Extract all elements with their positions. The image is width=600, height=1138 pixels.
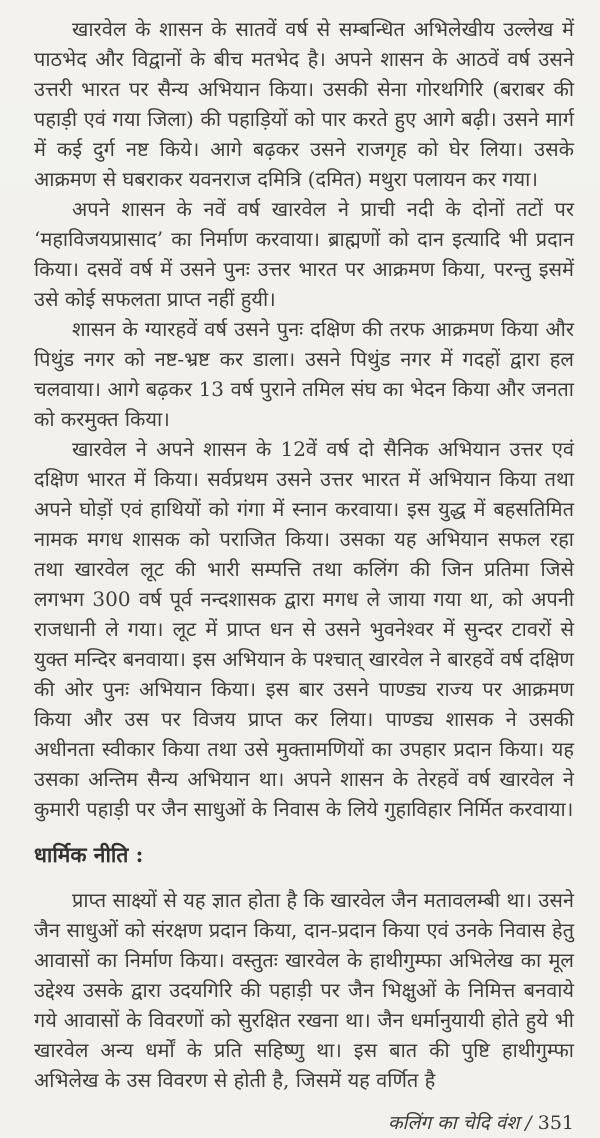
footer-book-title: कलिंग का चेदि वंश — [387, 1112, 520, 1134]
paragraph-seventh-year: खारवेल के शासन के सातवें वर्ष से सम्बन्धित अभिलेखीय उल्लेख में पाठभेद और विद्वानों के बीच मतभेद है। अपने शासन के आठवें वर्ष उसने उत्तरी भारत पर सैन्य अभियान किया। उसकी सेना गोरथगिरि (बराबर की पहाड़ी एवं गया जिला) की पहाड़ियों को पार करते हुए आगे बढ़ी। उसने मार्ग में कई दुर्ग नष्ट किये। आगे बढ़कर उसने राजगृह को घेर लिया। उसके आक्रमण से घबराकर यवनराज दमित्रि (दमित) मथुरा पलायन कर गया। — [34, 17, 574, 191]
footer-separator: / — [519, 1112, 538, 1134]
paragraph-ninth-year: अपने शासन के नवें वर्ष खारवेल ने प्राची नदी के दोनों तटों पर ‘महाविजयप्रासाद’ का निर्माण करवाया। ब्राह्मणों को दान इत्यादि भी प्रदान किया। दसवें वर्ष में उसने पुनः उत्तर भारत पर आक्रमण किया, परन्तु इसमें उसे कोई सफलता प्राप्त नहीं हुयी। — [34, 197, 574, 311]
footer-page-number: 351 — [537, 1112, 574, 1134]
paragraph-eleventh-year: शासन के ग्यारहवें वर्ष उसने पुनः दक्षिण की तरफ आक्रमण किया और पिथुंड नगर को नष्ट-भ्रष्ट कर डाला। उसने पिथुंड नगर में गदहों द्वारा हल चलवाया। आगे बढ़कर 13 वर्ष पुराने तमिल संघ का भेदन किया और जनता को करमुक्त किया। — [34, 317, 574, 431]
paragraph-twelfth-year: खारवेल ने अपने शासन के 12वें वर्ष दो सैनिक अभियान उत्तर एवं दक्षिण भारत में किया। सर्वप्रथम उसने उत्तर भारत में अभियान किया तथा अपने घोड़ों एवं हाथियों को गंगा में स्नान करवाया। इस युद्ध में बहसतिमित नामक मगध शासक को पराजित किया। उसका यह अभियान सफल रहा तथा खारवेल लूट की भारी सम्पत्ति तथा कलिंग की जिन प्रतिमा जिसे लगभग 300 वर्ष पूर्व नन्दशासक द्वारा मगध ले जाया गया था, को अपनी राजधानी ले गया। लूट में प्राप्त धन से उसने भुवनेश्वर में सुन्दर टावरों से युक्त मन्दिर बनवाया। इस अभियान के पश्चात् खारवेल ने बारहवें वर्ष दक्षिण की ओर पुनः अभियान किया। इस बार उसने पाण्ड्य राज्य पर आक्रमण किया और उस पर विजय प्राप्त कर लिया। पाण्ड्य शासक ने उसकी अधीनता स्वीकार किया तथा उसे मुक्तामणियों का उपहार प्रदान किया। यह उसका अन्तिम सैन्य अभियान था। अपने शासन के तेरहवें वर्ष खारवेल ने कुमारी पहाड़ी पर जैन साधुओं के निवास के लिये गुहाविहार निर्मित करवाया। — [34, 437, 574, 821]
paragraph-religious-policy: प्राप्त साक्ष्यों से यह ज्ञात होता है कि खारवेल जैन मतावलम्बी था। उसने जैन साधुओं को संरक्षण प्रदान किया, दान-प्रदान किया एवं उनके निवास हेतु आवासों का निर्माण किया। वस्तुतः खारवेल के हाथीगुम्फा अभिलेख का मूल उद्देश्य उसके द्वारा उदयगिरि की पहाड़ी पर जैन भिक्षुओं के निमित्त बनवाये गये आवासों के विवरणों को सुरक्षित रखना था। जैन धर्मानुयायी होते हुये भी खारवेल अन्य धर्मों के प्रति सहिष्णु था। इस बात की पुष्टि हाथीगुम्फा अभिलेख के उस विवरण से होती है, जिसमें यह वर्णित है — [34, 888, 574, 1092]
page-footer — [34, 1108, 574, 1138]
section-heading-religious-policy: धार्मिक नीति : — [34, 842, 144, 867]
